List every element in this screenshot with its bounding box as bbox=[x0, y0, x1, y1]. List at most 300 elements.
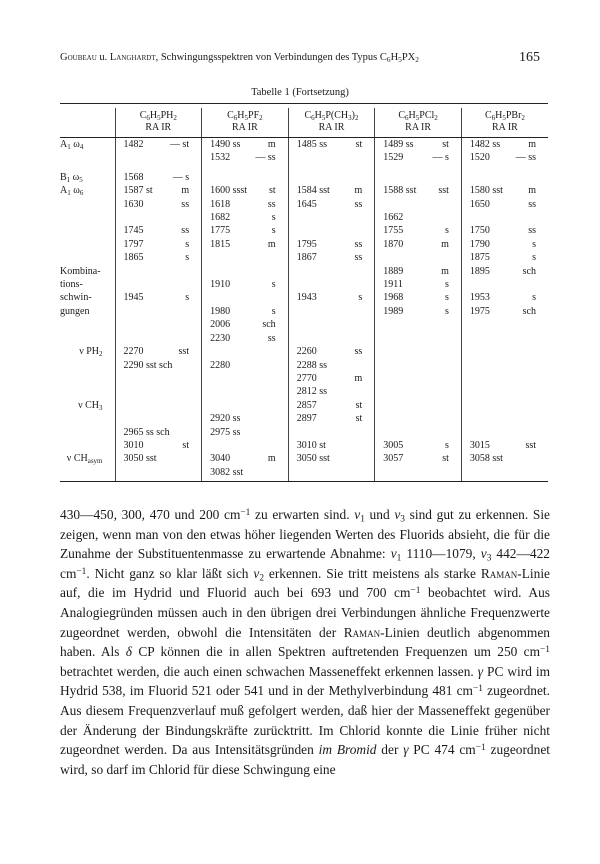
row-label: gungen bbox=[60, 305, 90, 317]
table-cell bbox=[288, 452, 375, 465]
table-cell bbox=[461, 305, 548, 318]
frequency-value: 1682 bbox=[210, 212, 231, 224]
row-label bbox=[60, 359, 115, 372]
table-cell bbox=[375, 439, 462, 452]
frequency-value: 3015 bbox=[469, 439, 490, 451]
table-cell bbox=[288, 251, 375, 264]
table-cell bbox=[115, 151, 202, 164]
table-row bbox=[60, 372, 548, 385]
frequency-value: 1650 bbox=[469, 198, 490, 210]
frequency-value: 1895 bbox=[469, 265, 490, 277]
table-row bbox=[60, 265, 548, 278]
table-cell bbox=[461, 184, 548, 197]
column-header bbox=[461, 108, 548, 138]
column-subheader: RA IR bbox=[145, 122, 172, 133]
table-cell bbox=[375, 385, 462, 398]
frequency-value: 1910 bbox=[210, 279, 231, 291]
table-cell bbox=[288, 305, 375, 318]
table-cell bbox=[461, 332, 548, 345]
table-cell bbox=[375, 452, 462, 465]
column-formula: $C_6H_5P(CH_3)_2$ bbox=[304, 110, 359, 122]
table-cell bbox=[461, 466, 548, 482]
row-label bbox=[60, 385, 115, 398]
table-cell bbox=[461, 412, 548, 425]
intensity-value: ss bbox=[354, 252, 363, 264]
spectra-table-container bbox=[60, 103, 548, 482]
table-cell bbox=[375, 171, 462, 184]
table-row bbox=[60, 399, 548, 412]
table-cell bbox=[202, 184, 289, 197]
intensity-value: m bbox=[528, 139, 536, 150]
frequency-value: 1943 bbox=[296, 292, 317, 304]
table-cell bbox=[461, 452, 548, 465]
table-row bbox=[60, 278, 548, 291]
table-cell bbox=[115, 452, 202, 465]
intensity-value: m bbox=[528, 185, 536, 197]
frequency-value: 1975 bbox=[469, 305, 490, 317]
header-author-join: u. bbox=[96, 52, 110, 63]
table-row bbox=[60, 151, 548, 164]
frequency-value: 2290 sst sch bbox=[123, 359, 173, 371]
frequency-value: 1867 bbox=[296, 252, 317, 264]
table-cell bbox=[115, 466, 202, 482]
row-label bbox=[60, 318, 115, 331]
row-label: tions- bbox=[60, 279, 83, 291]
body-text: 430—450, 300, 470 und 200 $cm^{-1}$ zu erwarten sind. $\nu_1$ und $\nu_3$ sind gut zu erkennen. Sie zeigen, wenn man von den etwas höher liegenden Werten des Fluorids absieht, die für die Zunahme der Substituentenmasse zu erwartende Abnahme: $\nu_1$ 1110—1079, $\nu_3$ 442—422 $cm^{-1}$. Nicht ganz so klar läßt sich $\nu_2$ erkennen. Sie tritt meistens als starke Raman-Linie auf, die im Hydrid und Fluorid auch bei 693 und 700 $cm^{-1}$ beobachtet wird. Aus Analogiegründen müssen auch in den übrigen drei Verbindungen ähnliche Frequenzwerte zugeordnet werden, obwohl die Intensitäten der Raman-Linien deutlich abgenommen haben. Als δ CP können die in allen Spektren auftretenden Frequenzen um 250 $cm^{-1}$ betrachtet werden, die auch einen schwachen Masseneffekt erkennen lassen. γ PC wird im Hydrid 538, im Fluorid 521 oder 541 und in der Methylverbindung 481 $cm^{-1}$ zugeordnet. Aus diesem Frequenzverlauf muß gefolgert werden, daß hier der Masseneffekt gegenüber der Änderung der Bindungskräfte zurücktritt. Im Chlorid konnte die Linie früher nicht zugeordnet werden. Da aus Intensitätsgründen im Bromid der γ PC 474 $cm^{-1}$ zugeordnet wird, so darf im Chlorid für diese Schwingung eine bbox=[60, 507, 551, 777]
table-cell bbox=[288, 291, 375, 304]
frequency-value: 1755 bbox=[383, 225, 404, 237]
table-cell bbox=[375, 265, 462, 278]
frequency-value: 1520 bbox=[469, 152, 490, 164]
frequency-value: 2770 bbox=[296, 372, 317, 384]
table-cell bbox=[115, 439, 202, 452]
frequency-value: 1630 bbox=[123, 198, 144, 210]
table-cell bbox=[288, 238, 375, 251]
frequency-value: 2260 bbox=[296, 346, 317, 358]
intensity-value: ss bbox=[354, 198, 363, 210]
frequency-value: 1532 bbox=[210, 152, 231, 164]
intensity-value: ss bbox=[354, 238, 363, 250]
intensity-value: sst bbox=[438, 185, 449, 197]
table-cell bbox=[288, 399, 375, 412]
table-cell bbox=[202, 198, 289, 211]
intensity-value: s bbox=[271, 225, 276, 237]
table-cell bbox=[115, 291, 202, 304]
header-title: , Schwingungsspektren von Verbindungen des Typus C bbox=[155, 52, 387, 63]
frequency-value: 1485 ss bbox=[296, 139, 327, 150]
intensity-value: sch bbox=[522, 265, 536, 277]
table-row bbox=[60, 291, 548, 304]
intensity-value: m bbox=[267, 453, 276, 465]
frequency-value: 1989 bbox=[383, 305, 404, 317]
frequency-value: 3010 bbox=[123, 439, 144, 451]
table-cell bbox=[202, 452, 289, 465]
frequency-value: 1482 ss bbox=[469, 139, 501, 150]
frequency-value: 2280 bbox=[210, 359, 231, 371]
table-row bbox=[60, 359, 548, 372]
frequency-value: 2920 ss bbox=[210, 413, 241, 425]
table-row bbox=[60, 251, 548, 264]
intensity-value: st bbox=[442, 139, 449, 150]
table-cell bbox=[288, 171, 375, 184]
table-cell bbox=[115, 251, 202, 264]
table-cell bbox=[288, 198, 375, 211]
table-cell bbox=[115, 372, 202, 385]
intensity-value: m bbox=[181, 185, 190, 197]
table-cell bbox=[202, 151, 289, 164]
table-cell bbox=[288, 332, 375, 345]
table-row bbox=[60, 305, 548, 318]
table-cell bbox=[115, 359, 202, 372]
column-header bbox=[202, 108, 289, 138]
table-cell bbox=[375, 412, 462, 425]
table-cell bbox=[461, 372, 548, 385]
frequency-value: 3058 sst bbox=[469, 453, 503, 465]
table-row bbox=[60, 412, 548, 425]
table-cell bbox=[115, 426, 202, 439]
intensity-value: st bbox=[355, 413, 363, 425]
frequency-value: 2006 bbox=[210, 319, 231, 331]
table-cell bbox=[202, 171, 289, 184]
table-cell bbox=[461, 138, 548, 152]
table-row bbox=[60, 198, 548, 211]
frequency-value: 3050 sst bbox=[123, 453, 157, 465]
header-title-px: PX bbox=[401, 52, 416, 63]
table-cell bbox=[461, 426, 548, 439]
row-label: $A_1$ $\omega_4$ bbox=[60, 139, 84, 151]
frequency-value: 1580 sst bbox=[469, 185, 503, 197]
table-cell bbox=[375, 345, 462, 358]
table-cell bbox=[375, 291, 462, 304]
table-cell bbox=[202, 466, 289, 482]
table-cell bbox=[115, 184, 202, 197]
table-cell bbox=[115, 198, 202, 211]
table-cell bbox=[461, 318, 548, 331]
frequency-value: 1745 bbox=[123, 225, 144, 237]
frequency-value: 1953 bbox=[469, 292, 490, 304]
table-cell bbox=[115, 238, 202, 251]
row-label: Kombina- bbox=[60, 265, 101, 277]
table-cell bbox=[288, 224, 375, 237]
table-cell bbox=[375, 305, 462, 318]
table-cell bbox=[202, 332, 289, 345]
intensity-value: ss bbox=[267, 332, 276, 344]
frequency-value: 1775 bbox=[210, 225, 231, 237]
column-header bbox=[375, 108, 462, 138]
frequency-value: 3040 bbox=[210, 453, 231, 465]
intensity-value: m bbox=[354, 372, 363, 384]
table-cell bbox=[115, 345, 202, 358]
page-number: 165 bbox=[519, 50, 540, 65]
frequency-value: 1587 st bbox=[123, 185, 153, 197]
table-cell bbox=[375, 224, 462, 237]
frequency-value: 3010 st bbox=[296, 439, 326, 451]
frequency-value: 3050 sst bbox=[296, 453, 330, 465]
table-cell bbox=[115, 318, 202, 331]
table-cell bbox=[202, 318, 289, 331]
table-cell bbox=[461, 251, 548, 264]
column-header bbox=[288, 108, 375, 138]
table-cell bbox=[375, 238, 462, 251]
column-subheader: RA IR bbox=[231, 122, 258, 133]
intensity-value: s bbox=[358, 292, 363, 304]
table-cell bbox=[115, 265, 202, 278]
table-cell bbox=[461, 399, 548, 412]
running-header bbox=[60, 52, 540, 63]
table-cell bbox=[115, 412, 202, 425]
table-cell bbox=[461, 211, 548, 224]
table-cell bbox=[375, 184, 462, 197]
intensity-value: s bbox=[532, 252, 536, 264]
intensity-value: s bbox=[271, 279, 276, 291]
table-cell bbox=[375, 399, 462, 412]
intensity-value: s bbox=[444, 439, 449, 451]
header-title-sub-2: 5 bbox=[398, 54, 402, 64]
row-label bbox=[60, 251, 115, 264]
table-cell bbox=[375, 318, 462, 331]
header-author-1: Goubeau bbox=[60, 52, 97, 63]
body-paragraph bbox=[60, 505, 550, 779]
table-cell bbox=[115, 332, 202, 345]
table-row bbox=[60, 385, 548, 398]
frequency-value: 3005 bbox=[383, 439, 404, 451]
row-label bbox=[60, 198, 115, 211]
table-row bbox=[60, 318, 548, 331]
frequency-value: 1865 bbox=[123, 252, 144, 264]
row-label bbox=[60, 151, 115, 164]
intensity-value: st bbox=[355, 139, 363, 150]
table-cell bbox=[375, 138, 462, 152]
row-label bbox=[60, 439, 115, 452]
frequency-value: 2975 ss bbox=[210, 426, 241, 438]
table-cell bbox=[288, 318, 375, 331]
header-author-2: Langhardt bbox=[109, 52, 156, 63]
intensity-value: st bbox=[269, 185, 276, 197]
row-label bbox=[60, 238, 115, 251]
table-cell bbox=[375, 426, 462, 439]
frequency-value: 2897 bbox=[296, 413, 317, 425]
frequency-value: 1600 ssst bbox=[210, 185, 248, 197]
table-cell bbox=[461, 345, 548, 358]
column-formula: $C_6H_5PCl_2$ bbox=[398, 110, 438, 122]
intensity-value: s bbox=[185, 252, 190, 264]
table-cell bbox=[202, 138, 289, 152]
table-cell bbox=[288, 278, 375, 291]
table-cell bbox=[288, 385, 375, 398]
table-cell bbox=[461, 265, 548, 278]
intensity-value: st bbox=[355, 399, 363, 411]
table-row bbox=[60, 345, 548, 358]
frequency-value: 1645 bbox=[296, 198, 317, 210]
header-title-h: H bbox=[390, 52, 399, 63]
table-cell bbox=[202, 211, 289, 224]
table-row bbox=[60, 238, 548, 251]
table-cell bbox=[288, 466, 375, 482]
intensity-value: s bbox=[444, 305, 449, 317]
table-row bbox=[60, 466, 548, 482]
table-cell bbox=[375, 278, 462, 291]
intensity-value: — ss bbox=[255, 152, 276, 164]
row-label bbox=[60, 332, 115, 345]
column-formula: $C_6H_5PBr_2$ bbox=[484, 110, 525, 122]
table-row bbox=[60, 138, 548, 152]
table-cell bbox=[288, 184, 375, 197]
frequency-value: 1489 ss bbox=[383, 139, 414, 150]
table-row bbox=[60, 211, 548, 224]
intensity-value: sst bbox=[525, 439, 536, 451]
intensity-value: sch bbox=[522, 305, 536, 317]
frequency-value: 2288 ss bbox=[296, 359, 327, 371]
frequency-value: 1662 bbox=[383, 212, 404, 224]
frequency-value: 1490 ss bbox=[210, 139, 241, 150]
row-label: ν $CH_{asym}$ bbox=[66, 453, 103, 466]
column-subheader: RA IR bbox=[492, 122, 518, 133]
table-cell bbox=[375, 466, 462, 482]
table-cell bbox=[202, 238, 289, 251]
table-cell bbox=[288, 439, 375, 452]
column-subheader: RA IR bbox=[318, 122, 345, 133]
intensity-value: ss bbox=[354, 346, 363, 358]
table-cell bbox=[288, 345, 375, 358]
intensity-value: — ss bbox=[515, 152, 536, 164]
table-cell bbox=[461, 385, 548, 398]
table-row bbox=[60, 171, 548, 184]
row-label bbox=[60, 426, 115, 439]
intensity-value: s bbox=[532, 292, 536, 304]
table-cell bbox=[202, 359, 289, 372]
table-cell bbox=[288, 412, 375, 425]
table-cell bbox=[288, 138, 375, 152]
table-cell bbox=[288, 151, 375, 164]
intensity-value: ss bbox=[267, 198, 276, 210]
intensity-value: sch bbox=[262, 319, 276, 331]
table-cell bbox=[461, 278, 548, 291]
frequency-value: 3082 sst bbox=[210, 466, 244, 478]
table-body bbox=[60, 138, 548, 482]
table-cell bbox=[202, 305, 289, 318]
header-label-col bbox=[60, 108, 115, 138]
table-cell bbox=[288, 359, 375, 372]
frequency-value: 1795 bbox=[296, 238, 317, 250]
intensity-value: m bbox=[441, 265, 449, 277]
intensity-value: sst bbox=[178, 346, 190, 358]
table-cell bbox=[461, 238, 548, 251]
table-cell bbox=[115, 399, 202, 412]
table-cell bbox=[288, 372, 375, 385]
table-row bbox=[60, 224, 548, 237]
table-cell bbox=[461, 151, 548, 164]
table-cell bbox=[375, 332, 462, 345]
table-row bbox=[60, 332, 548, 345]
table-cell bbox=[202, 385, 289, 398]
intensity-value: s bbox=[185, 238, 190, 250]
row-label: ν $CH_3$ bbox=[78, 399, 103, 412]
row-label bbox=[60, 224, 115, 237]
table-cell bbox=[288, 211, 375, 224]
frequency-value: 1875 bbox=[469, 252, 490, 264]
table-cell bbox=[375, 251, 462, 264]
intensity-value: ss bbox=[181, 225, 190, 237]
table-cell bbox=[375, 198, 462, 211]
table-cell bbox=[202, 426, 289, 439]
table-row bbox=[60, 452, 548, 465]
header-title-sub-1: 6 bbox=[386, 54, 391, 64]
intensity-value: m bbox=[267, 139, 276, 150]
header-title-sub-3: 2 bbox=[415, 54, 419, 64]
intensity-value: ss bbox=[528, 225, 536, 237]
frequency-value: 2965 ss sch bbox=[123, 426, 170, 438]
frequency-value: 1790 bbox=[469, 238, 490, 250]
frequency-value: 1889 bbox=[383, 265, 404, 277]
frequency-value: 1750 bbox=[469, 225, 490, 237]
table-cell bbox=[375, 359, 462, 372]
table-cell bbox=[202, 224, 289, 237]
intensity-value: s bbox=[532, 238, 536, 250]
column-subheader: RA IR bbox=[405, 122, 431, 133]
intensity-value: s bbox=[444, 279, 449, 291]
intensity-value: ss bbox=[528, 198, 536, 210]
table-cell bbox=[115, 171, 202, 184]
frequency-value: 2812 ss bbox=[296, 386, 327, 398]
intensity-value: — s bbox=[432, 152, 449, 164]
table-cell bbox=[115, 211, 202, 224]
frequency-value: 1618 bbox=[210, 198, 231, 210]
intensity-value: m bbox=[267, 238, 276, 250]
table-cell bbox=[115, 138, 202, 152]
frequency-value: 2270 bbox=[123, 346, 144, 358]
row-label bbox=[60, 412, 115, 425]
spectra-table bbox=[60, 103, 548, 482]
table-cell bbox=[461, 359, 548, 372]
table-cell bbox=[202, 372, 289, 385]
frequency-value: 1482 bbox=[123, 139, 144, 150]
table-cell bbox=[461, 439, 548, 452]
table-cell bbox=[115, 224, 202, 237]
frequency-value: 1980 bbox=[210, 305, 231, 317]
intensity-value: m bbox=[441, 238, 449, 250]
table-cell bbox=[115, 278, 202, 291]
frequency-value: 2230 bbox=[210, 332, 231, 344]
row-label: schwin- bbox=[60, 292, 92, 304]
intensity-value: st bbox=[182, 439, 190, 451]
table-cell bbox=[461, 291, 548, 304]
table-cell bbox=[461, 198, 548, 211]
table-cell bbox=[115, 385, 202, 398]
table-cell bbox=[461, 224, 548, 237]
table-cell bbox=[375, 372, 462, 385]
row-label bbox=[60, 466, 115, 482]
column-formula: $C_6H_5PF_2$ bbox=[227, 110, 263, 122]
table-cell bbox=[202, 265, 289, 278]
frequency-value: 1911 bbox=[383, 279, 403, 291]
table-cell bbox=[202, 278, 289, 291]
row-label bbox=[60, 372, 115, 385]
frequency-value: 1945 bbox=[123, 292, 144, 304]
row-label bbox=[60, 211, 115, 224]
table-caption: Tabelle 1 (Fortsetzung) bbox=[251, 87, 349, 98]
table-cell bbox=[202, 291, 289, 304]
row-label: $A_1$ $\omega_6$ bbox=[60, 185, 84, 197]
table-row bbox=[60, 426, 548, 439]
frequency-value: 1584 sst bbox=[296, 185, 330, 197]
table-cell bbox=[115, 305, 202, 318]
frequency-value: 1797 bbox=[123, 238, 144, 250]
frequency-value: 1968 bbox=[383, 292, 404, 304]
table-cell bbox=[288, 265, 375, 278]
column-header bbox=[115, 108, 202, 138]
row-label: $B_1$ $\omega_5$ bbox=[60, 171, 83, 184]
table-cell bbox=[288, 426, 375, 439]
